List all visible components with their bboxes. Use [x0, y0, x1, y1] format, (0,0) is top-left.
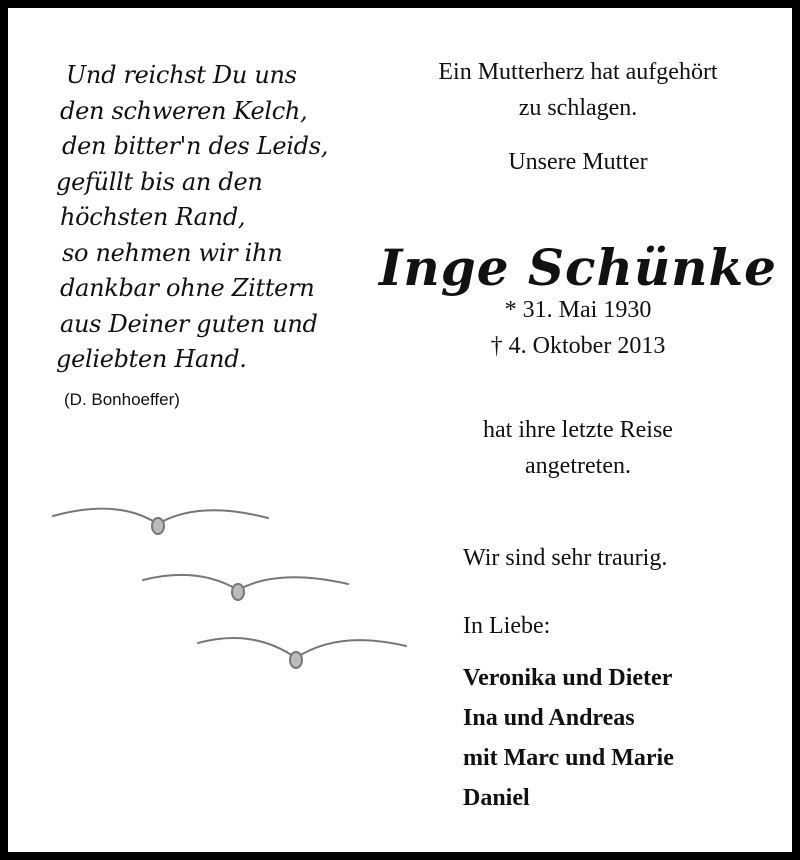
family-member: Ina und Andreas — [463, 705, 635, 731]
poem-line: den schweren Kelch, — [60, 96, 308, 125]
flying-birds-illustration — [48, 488, 428, 688]
poem-line: dankbar ohne Zittern — [60, 274, 315, 302]
bird-icon — [198, 638, 406, 668]
family-section — [463, 540, 793, 818]
journey-text: hat ihre letzte Reise — [483, 417, 673, 443]
in-love-label: In Liebe: — [463, 613, 551, 639]
death-date: † 4. Oktober 2013 — [490, 333, 666, 359]
poem-line: gefüllt bis an den — [56, 167, 263, 196]
family-member: Daniel — [463, 785, 530, 811]
announcement — [378, 54, 778, 484]
poem-line: aus Deiner guten und — [60, 309, 318, 338]
sad-text: Wir sind sehr traurig. — [463, 545, 668, 571]
deceased-name: Inge Schünke — [379, 238, 777, 297]
poem-author: (D. Bonhoeffer) — [64, 390, 180, 409]
announcement-line: zu schlagen. — [518, 95, 638, 121]
intro-text: Unsere Mutter — [508, 149, 648, 175]
family-member: mit Marc und Marie — [463, 745, 674, 771]
poem-line: höchsten Rand, — [60, 203, 246, 231]
announcement-line: Ein Mutterherz hat aufgehört — [438, 59, 718, 85]
family-member: Veronika und Dieter — [463, 665, 673, 691]
bird-icon — [53, 509, 268, 534]
poem-line: Und reichst Du uns — [66, 61, 297, 89]
birth-date: * 31. Mai 1930 — [504, 297, 652, 323]
poem — [54, 58, 354, 378]
poem-line: so nehmen wir ihn — [62, 238, 283, 267]
bird-icon — [143, 575, 348, 600]
journey-text: angetreten. — [525, 453, 631, 479]
poem-line: den bitter'n des Leids, — [62, 132, 329, 160]
family-members — [463, 658, 793, 818]
poem-line: geliebten Hand. — [56, 345, 247, 373]
